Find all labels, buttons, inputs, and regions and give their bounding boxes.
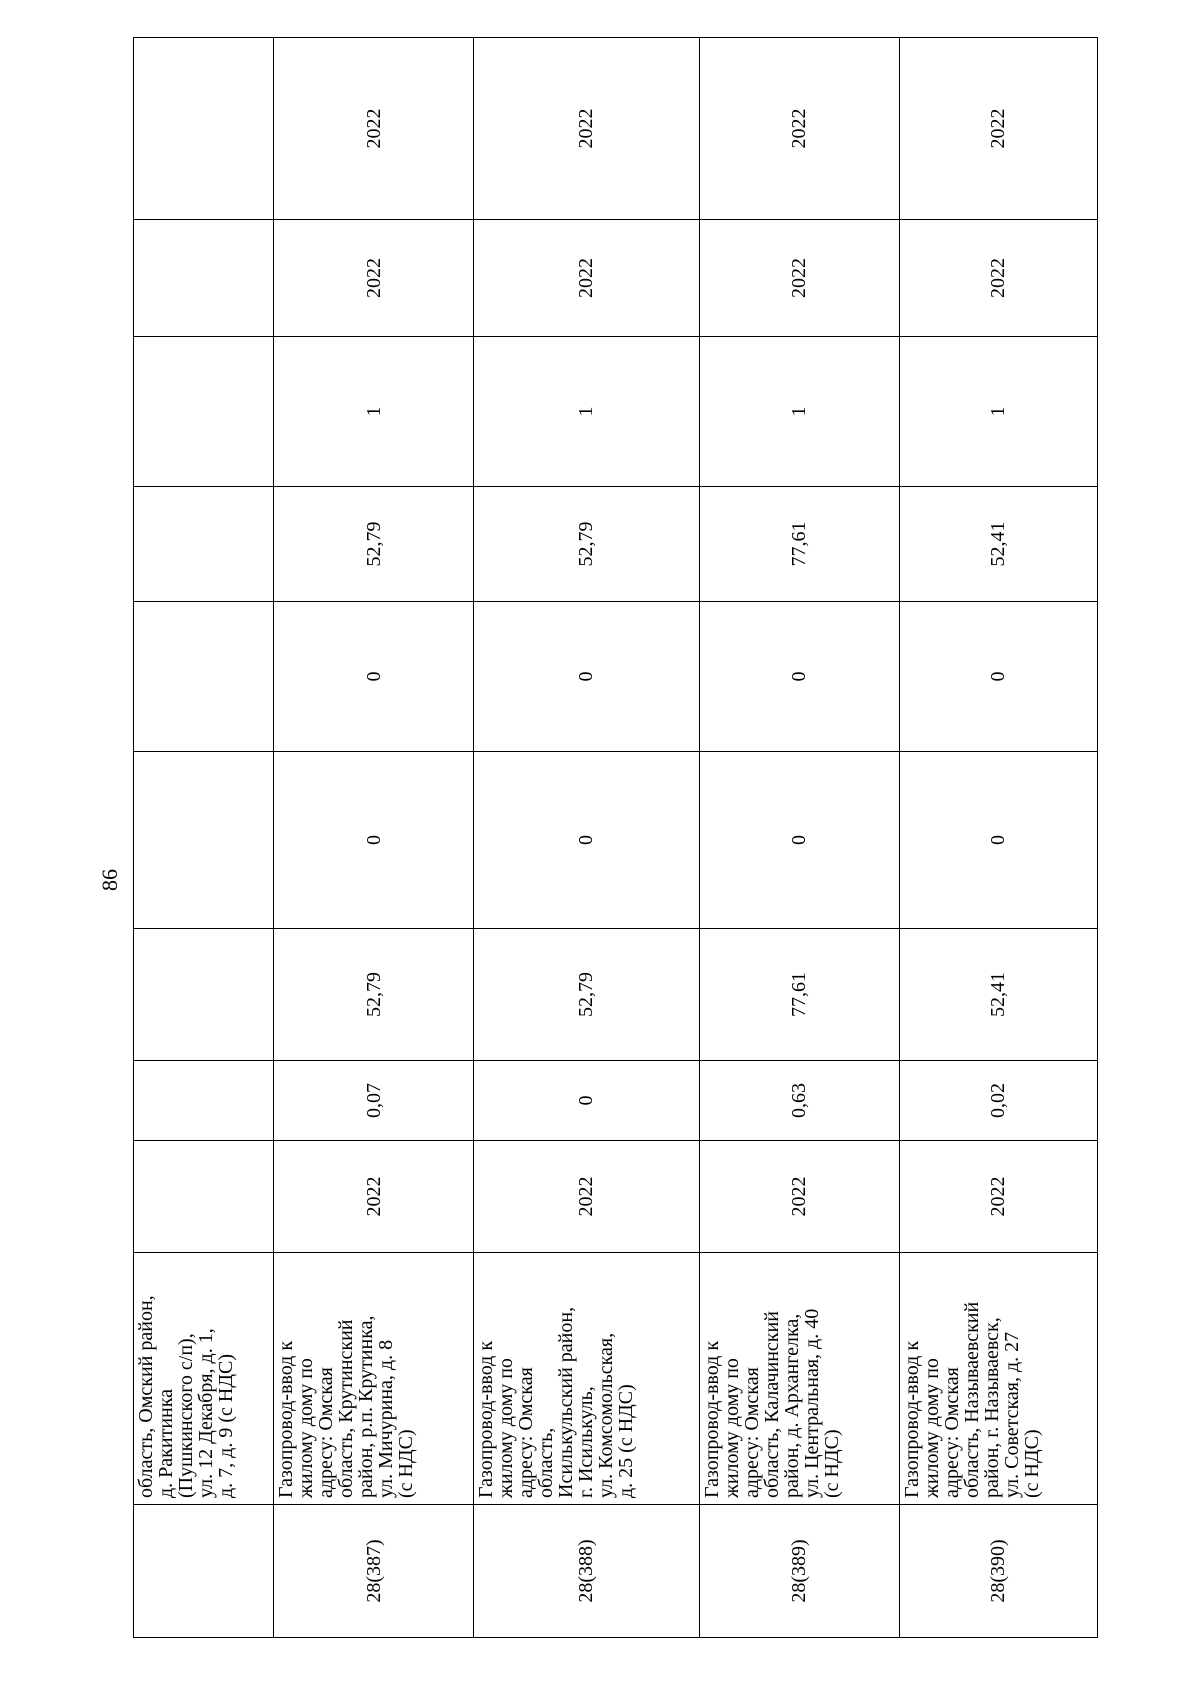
value-col-6-cell [134, 602, 274, 752]
name-line: район, р.п. Крутинка, [355, 1315, 378, 1498]
value-col-4-cell [134, 929, 274, 1061]
object-name-cell [474, 1253, 699, 1505]
row-number-cell: 28(387) [274, 1505, 474, 1638]
value-col-9-cell: 2022 [474, 220, 699, 337]
value-col-7-cell: 77,61 [699, 487, 899, 602]
value-col-7-cell: 52,41 [899, 487, 1097, 602]
value-col-7-cell: 52,79 [474, 487, 699, 602]
value-col-10-cell [134, 38, 274, 220]
table-row [474, 38, 699, 1638]
name-line: жилому дому по [295, 1358, 318, 1498]
name-line: (с НДС) [395, 1429, 418, 1498]
name-line: Газопровод-ввод к [475, 1340, 498, 1498]
name-line: (с НДС) [820, 1429, 843, 1498]
value-col-6-cell: 0 [474, 602, 699, 752]
value-col-5-cell: 0 [274, 752, 474, 929]
name-line: д. Ракитинка [155, 1388, 177, 1498]
value-col-5-cell: 0 [474, 752, 699, 929]
value-col-5-cell [134, 752, 274, 929]
page-number-text: 86 [97, 869, 122, 891]
value-col-6-cell: 0 [274, 602, 474, 752]
value-col-6-cell: 0 [899, 602, 1097, 752]
name-line: ул. Центральная, д. 40 [800, 1308, 823, 1498]
rotated-table-container [133, 38, 1098, 1638]
object-name-cell [274, 1253, 474, 1505]
name-line: г. Исилькуль, [575, 1386, 598, 1498]
value-col-3-cell [134, 1061, 274, 1141]
document-table [133, 37, 1098, 1638]
object-name-cell [899, 1253, 1097, 1505]
object-name-cell [699, 1253, 899, 1505]
name-line: Газопровод-ввод к [700, 1340, 723, 1498]
row-number-cell [134, 1505, 274, 1638]
table-row [699, 38, 899, 1638]
value-col-4-cell: 52,79 [474, 929, 699, 1061]
name-line: Газопровод-ввод к [900, 1340, 923, 1498]
name-line: Газопровод-ввод к [275, 1340, 298, 1498]
value-col-7-cell [134, 487, 274, 602]
value-col-9-cell: 2022 [899, 220, 1097, 337]
table-row [899, 38, 1097, 1638]
value-col-4-cell: 52,41 [899, 929, 1097, 1061]
object-name-cell [134, 1253, 274, 1505]
row-number-cell: 28(390) [899, 1505, 1097, 1638]
name-line: адресу: Омская [740, 1367, 763, 1498]
name-line: область, Омский район, [135, 1295, 157, 1498]
table-body [134, 38, 1098, 1638]
name-line: ул. 12 Декабря, д. 1, [195, 1328, 217, 1498]
value-col-8-cell: 1 [699, 337, 899, 487]
value-col-8-cell: 1 [899, 337, 1097, 487]
value-col-5-cell: 0 [699, 752, 899, 929]
name-line: ул. Комсомольская, [595, 1332, 618, 1498]
value-col-5-cell: 0 [899, 752, 1097, 929]
name-line: д. 7, д. 9 (с НДС) [215, 1354, 237, 1498]
page-number [96, 860, 124, 900]
name-line: адресу: Омская [515, 1367, 538, 1498]
value-col-9-cell [134, 220, 274, 337]
table-row [274, 38, 474, 1638]
row-number-cell: 28(389) [699, 1505, 899, 1638]
value-col-3-cell: 0 [474, 1061, 699, 1141]
name-line: район, г. Называевск, [980, 1317, 1003, 1498]
name-line: область, Называевский [960, 1301, 983, 1498]
name-line: Исилькульский район, [555, 1306, 578, 1498]
value-col-3-cell: 0,63 [699, 1061, 899, 1141]
value-col-8-cell: 1 [274, 337, 474, 487]
year-cell: 2022 [699, 1141, 899, 1253]
name-line: (Пушкинского с/п), [175, 1333, 197, 1498]
name-line: область, Крутинский [335, 1319, 358, 1498]
year-cell: 2022 [474, 1141, 699, 1253]
name-line: (с НДС) [1020, 1429, 1043, 1498]
value-col-6-cell: 0 [699, 602, 899, 752]
name-line: жилому дому по [720, 1358, 743, 1498]
name-line: область, [535, 1427, 558, 1498]
value-col-9-cell: 2022 [274, 220, 474, 337]
name-line: жилому дому по [920, 1358, 943, 1498]
value-col-3-cell: 0,02 [899, 1061, 1097, 1141]
value-col-4-cell: 52,79 [274, 929, 474, 1061]
value-col-10-cell: 2022 [899, 38, 1097, 220]
name-line: жилому дому по [495, 1358, 518, 1498]
name-line: д. 25 (с НДС) [615, 1384, 638, 1498]
value-col-8-cell [134, 337, 274, 487]
value-col-9-cell: 2022 [699, 220, 899, 337]
name-line: район, д. Архангелка, [780, 1313, 803, 1498]
value-col-3-cell: 0,07 [274, 1061, 474, 1141]
value-col-10-cell: 2022 [474, 38, 699, 220]
name-line: адресу: Омская [940, 1367, 963, 1498]
value-col-7-cell: 52,79 [274, 487, 474, 602]
value-col-8-cell: 1 [474, 337, 699, 487]
table-row [134, 38, 274, 1638]
year-cell: 2022 [274, 1141, 474, 1253]
year-cell: 2022 [899, 1141, 1097, 1253]
value-col-10-cell: 2022 [274, 38, 474, 220]
row-number-cell: 28(388) [474, 1505, 699, 1638]
value-col-4-cell: 77,61 [699, 929, 899, 1061]
name-line: область, Калачинский [760, 1311, 783, 1498]
name-line: ул. Мичурина, д. 8 [375, 1339, 398, 1498]
year-cell [134, 1141, 274, 1253]
value-col-10-cell: 2022 [699, 38, 899, 220]
name-line: адресу: Омская [315, 1367, 338, 1498]
name-line: ул. Советская, д. 27 [1000, 1331, 1023, 1498]
